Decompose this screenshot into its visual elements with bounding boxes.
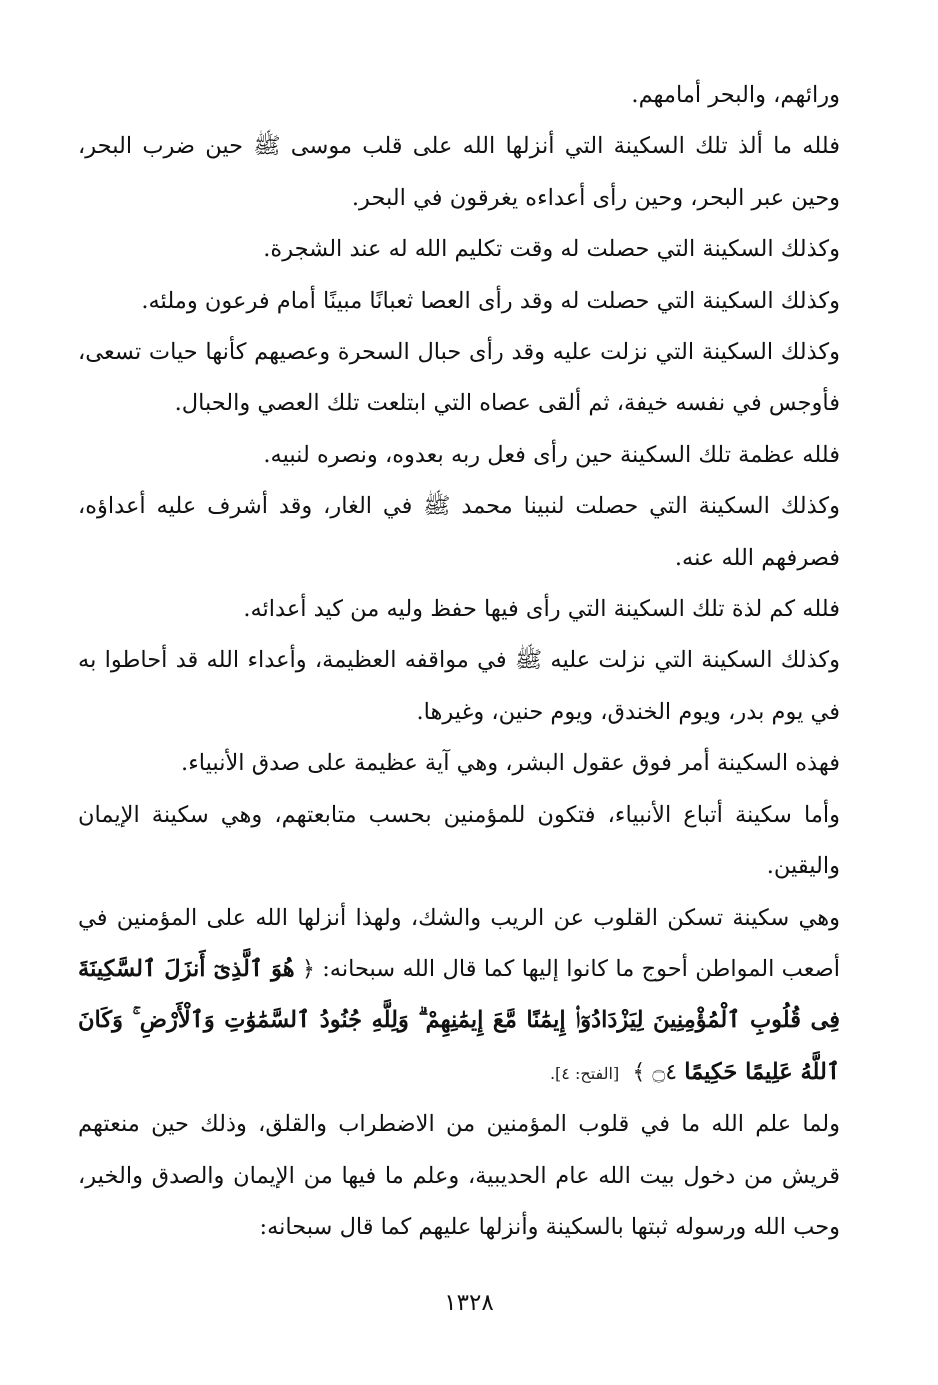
verse-intro: وهي سكينة تسكن القلوب عن الريب والشك، ولهذا أنزلها الله على المؤمنين في أصعب المواطن أحوج ما كانوا إليها كما قال الله سبحانه:: [78, 904, 840, 982]
paragraph: فلله عظمة تلك السكينة حين رأى فعل ربه بعدوه، ونصره لنبيه.: [263, 441, 840, 468]
page-number: ١٣٢٨: [444, 1290, 494, 1316]
paragraph: وكذلك السكينة التي حصلت له وقد رأى العصا ثعبانًا مبينًا أمام فرعون وملئه.: [141, 287, 840, 314]
ornate-close-bracket: ﴾: [632, 1059, 646, 1085]
paragraph: فلله كم لذة تلك السكينة التي رأى فيها حفظ وليه من كيد أعدائه.: [243, 596, 840, 623]
paragraph: وكذلك السكينة التي نزلت عليه وقد رأى حبال السحرة وعصيهم كأنها حيات تسعى، فأوجس في نفسه خيفة، ثم ألقى عصاه التي ابتلعت تلك العصي والحبال.: [78, 339, 840, 417]
verse-paragraph: [78, 893, 840, 1100]
verse-reference: [الفتح: ٤].: [549, 1063, 620, 1083]
verse-number-marker: ۝٤: [652, 1059, 678, 1085]
paragraph: وكذلك السكينة التي حصلت له وقت تكليم الله له عند الشجرة.: [263, 236, 840, 263]
paragraph: فلله ما ألذ تلك السكينة التي أنزلها الله على قلب موسى ﷺ حين ضرب البحر، وحين عبر البحر، وحين رأى أعداءه يغرقون في البحر.: [78, 133, 840, 211]
paragraph: وكذلك السكينة التي حصلت لنبينا محمد ﷺ في الغار، وقد أشرف عليه أعداؤه، فصرفهم الله عنه.: [78, 493, 840, 571]
paragraph: فهذه السكينة أمر فوق عقول البشر، وهي آية عظيمة على صدق الأنبياء.: [181, 750, 840, 777]
ornate-open-bracket: ﴿: [301, 956, 315, 982]
paragraph: ولما علم الله ما في قلوب المؤمنين من الاضطراب والقلق، وذلك حين منعتهم قريش من دخول بيت الله عام الحديبية، وعلم ما فيها من الإيمان والصدق والخير، وحب الله ورسوله ثبتها بالسكينة وأنزلها عليهم كما قال سبحانه:: [78, 1111, 840, 1240]
quran-verse: هُوَ ٱلَّذِىٓ أَنزَلَ ٱلسَّكِينَةَ فِى قُلُوبِ ٱلْمُؤْمِنِينَ لِيَزْدَادُوٓا۟ إِيمَٰنًا مَّعَ إِيمَٰنِهِمْ ۗ وَلِلَّهِ جُنُودُ ٱلسَّمَٰوَٰتِ وَٱلْأَرْضِ ۚ وَكَانَ ٱللَّهُ عَلِيمًا حَكِيمًا: [78, 955, 840, 1085]
paragraph: ورائهم، والبحر أمامهم.: [631, 82, 840, 108]
paragraph: وأما سكينة أتباع الأنبياء، فتكون للمؤمنين بحسب متابعتهم، وهي سكينة الإيمان واليقين.: [78, 801, 840, 880]
page-body: [78, 70, 840, 1253]
paragraph: وكذلك السكينة التي نزلت عليه ﷺ في مواقفه العظيمة، وأعداء الله قد أحاطوا به في يوم بدر، ويوم الخندق، ويوم حنين، وغيرها.: [78, 647, 840, 725]
